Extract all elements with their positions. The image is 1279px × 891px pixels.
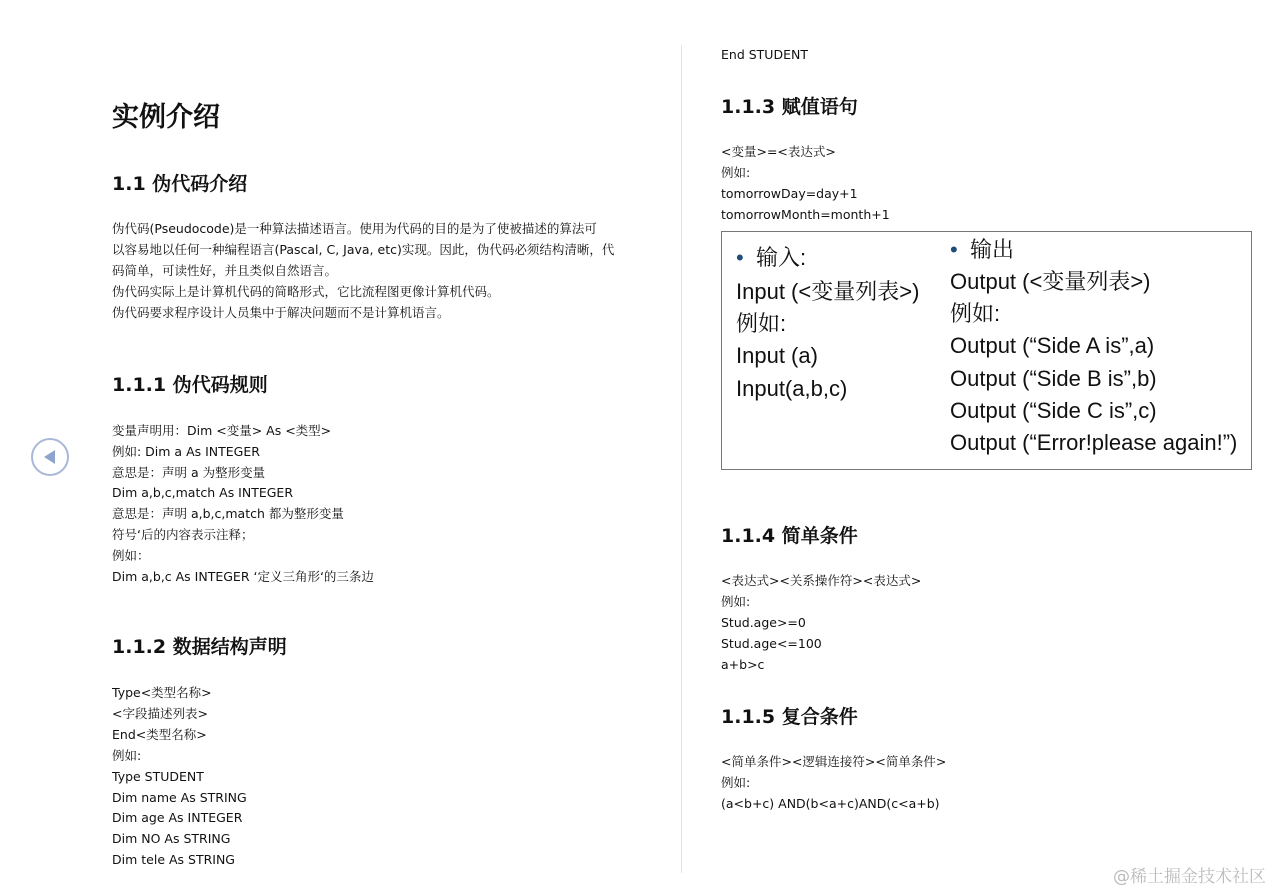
heading-1-1-5: 1.1.5 复合条件 <box>721 706 858 728</box>
previous-page-button[interactable] <box>31 438 69 476</box>
condition-line: 例如: <box>721 594 751 609</box>
heading-1-1-1: 1.1.1 伪代码规则 <box>112 374 268 396</box>
bullet-icon: • <box>950 237 958 262</box>
paragraph-line: 以容易地以任何一种编程语言(Pascal, C, Java, etc)实现。因此，伪代码必须结构清晰，代 <box>112 242 615 257</box>
input-line: Input (a) <box>736 343 818 369</box>
heading-1-1-4: 1.1.4 简单条件 <box>721 525 858 547</box>
struct-line: Type<类型名称> <box>112 685 212 700</box>
rule-line: 例如: Dim a As INTEGER <box>112 443 260 459</box>
output-line: 例如: <box>950 301 1001 327</box>
struct-line: End<类型名称> <box>112 726 207 742</box>
struct-line: Type STUDENT <box>112 768 204 784</box>
output-line: Output (“Side C is”,c) <box>950 397 1157 423</box>
rule-line: Dim a,b,c,match As INTEGER <box>112 485 294 501</box>
rule-line: 意思是：声明 a,b,c,match 都为整形变量 <box>112 506 344 522</box>
end-student-line: End STUDENT <box>721 47 808 62</box>
input-line: Input(a,b,c) <box>736 375 848 401</box>
condition-line: Stud.age<=100 <box>721 636 822 651</box>
rule-line: 例如： <box>112 547 150 563</box>
compound-line: 例如: <box>721 775 751 790</box>
output-heading <box>950 237 1014 263</box>
rule-line: Dim a,b,c As INTEGER ‘定义三角形‘的三条边 <box>112 568 374 584</box>
input-heading <box>736 245 806 271</box>
input-line: 例如: <box>736 311 787 337</box>
input-heading-text: 输入: <box>755 245 807 270</box>
assign-line: 例如: <box>721 165 751 180</box>
paragraph-line: 伪代码实际上是计算机代码的简略形式，它比流程图更像计算机代码。 <box>112 284 500 299</box>
rule-line: 意思是：声明 a 为整形变量 <box>112 464 266 480</box>
struct-line: <字段描述列表> <box>112 705 208 721</box>
compound-line: <简单条件><逻辑连接符><简单条件> <box>721 754 947 769</box>
paragraph-line: 伪代码要求程序设计人员集中于解决问题而不是计算机语言。 <box>112 305 450 320</box>
assign-line: <变量>=<表达式> <box>721 144 836 159</box>
output-heading-text: 输出 <box>969 237 1014 262</box>
struct-line: Dim NO As STRING <box>112 831 231 847</box>
page-divider <box>681 45 682 873</box>
assign-line: tomorrowMonth=month+1 <box>721 207 890 222</box>
page-title: 实例介绍 <box>112 102 220 133</box>
output-line: Output (“Side B is”,b) <box>950 365 1157 391</box>
compound-line: (a<b+c) AND(b<a+c)AND(c<a+b) <box>721 796 940 811</box>
assign-line: tomorrowDay=day+1 <box>721 186 858 201</box>
heading-1-1: 1.1 伪代码介绍 <box>112 173 248 195</box>
rule-line: 变量声明用：Dim <变量> As <类型> <box>112 423 332 438</box>
heading-1-1-3: 1.1.3 赋值语句 <box>721 96 858 118</box>
paragraph-line: 码简单，可读性好，并且类似自然语言。 <box>112 263 338 278</box>
struct-line: 例如: <box>112 747 142 763</box>
struct-line: Dim tele As STRING <box>112 852 235 868</box>
input-line: Input (<变量列表>) <box>736 279 920 304</box>
heading-1-1-2: 1.1.2 数据结构声明 <box>112 636 287 658</box>
condition-line: a+b>c <box>721 657 765 672</box>
paragraph-line: 伪代码(Pseudocode)是一种算法描述语言。使用为代码的目的是为了使被描述的算法可 <box>112 221 597 236</box>
output-line: Output (“Error!please again!”) <box>950 430 1238 455</box>
bullet-icon: • <box>736 245 744 270</box>
condition-line: <表达式><关系操作符><表达式> <box>721 573 922 588</box>
output-line: Output (<变量列表>) <box>950 269 1151 294</box>
rule-line: 符号‘后的内容表示注释； <box>112 527 254 542</box>
output-line: Output (“Side A is”,a) <box>950 333 1155 359</box>
condition-line: Stud.age>=0 <box>721 615 806 630</box>
struct-line: Dim age As INTEGER <box>112 810 243 826</box>
struct-line: Dim name As STRING <box>112 789 247 805</box>
watermark: @稀土掘金技术社区 <box>1113 867 1266 887</box>
